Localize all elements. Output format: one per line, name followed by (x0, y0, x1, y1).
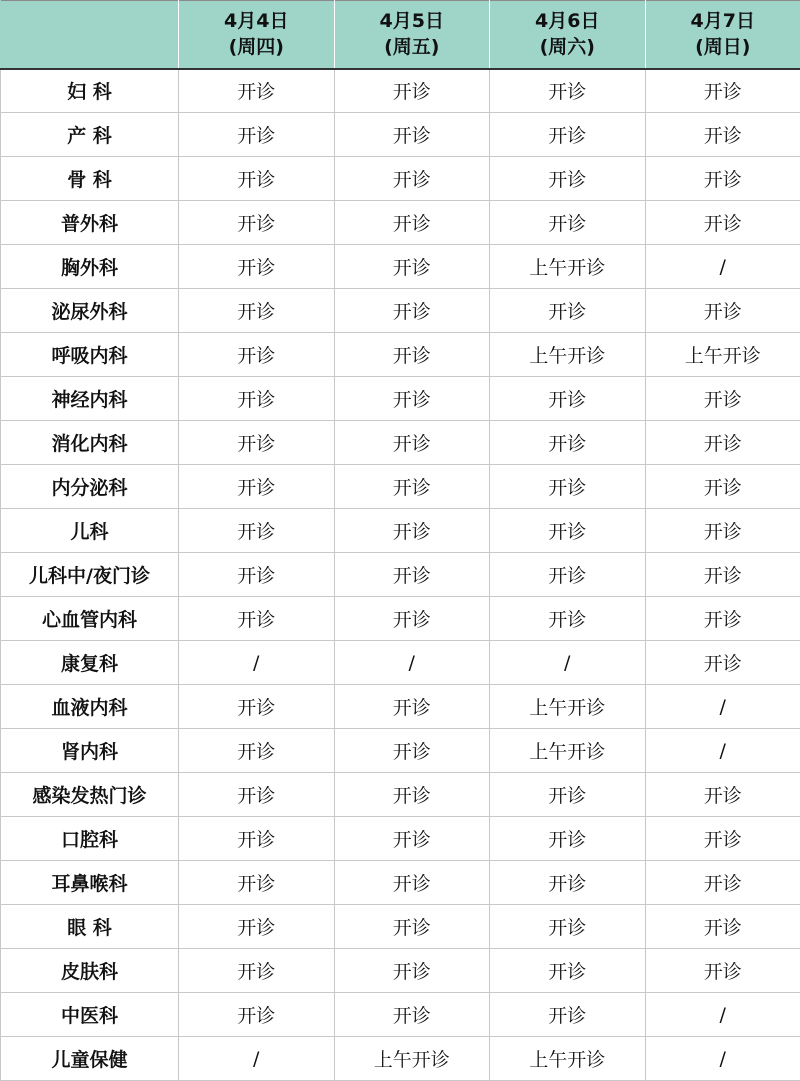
status-cell: / (179, 1037, 335, 1081)
status-cell: 开诊 (645, 861, 800, 905)
department-name: 肾内科 (1, 729, 179, 773)
status-cell: 开诊 (490, 377, 646, 421)
status-cell: 开诊 (334, 905, 490, 949)
header-date: 4月4日 (179, 8, 334, 34)
table-row (1, 201, 800, 245)
status-cell: 上午开诊 (645, 333, 800, 377)
header-day-3 (490, 1, 646, 69)
header-weekday: (周五) (335, 34, 490, 60)
status-cell: 开诊 (490, 157, 646, 201)
department-name: 口腔科 (1, 817, 179, 861)
status-cell: 开诊 (179, 773, 335, 817)
department-name: 骨 科 (1, 157, 179, 201)
department-name: 心血管内科 (1, 597, 179, 641)
status-cell: 开诊 (645, 817, 800, 861)
header-weekday: (周六) (490, 34, 645, 60)
department-name: 康复科 (1, 641, 179, 685)
status-cell: 开诊 (490, 553, 646, 597)
department-name: 泌尿外科 (1, 289, 179, 333)
header-date: 4月7日 (646, 8, 800, 34)
status-cell: 开诊 (179, 465, 335, 509)
department-name: 中医科 (1, 993, 179, 1037)
status-cell: 开诊 (179, 377, 335, 421)
status-cell: / (645, 245, 800, 289)
status-cell: 开诊 (645, 553, 800, 597)
department-name: 儿科 (1, 509, 179, 553)
status-cell: 开诊 (334, 289, 490, 333)
status-cell: 上午开诊 (490, 1037, 646, 1081)
status-cell: 开诊 (490, 289, 646, 333)
department-name: 血液内科 (1, 685, 179, 729)
status-cell: 开诊 (179, 157, 335, 201)
status-cell: / (645, 1037, 800, 1081)
status-cell: 开诊 (645, 69, 800, 113)
table-row (1, 905, 800, 949)
status-cell: 开诊 (334, 993, 490, 1037)
table-row (1, 465, 800, 509)
department-name: 眼 科 (1, 905, 179, 949)
department-name: 感染发热门诊 (1, 773, 179, 817)
table-row (1, 993, 800, 1037)
status-cell: 开诊 (490, 861, 646, 905)
status-cell: 开诊 (490, 905, 646, 949)
status-cell: 开诊 (645, 465, 800, 509)
table-row (1, 245, 800, 289)
status-cell: 开诊 (490, 597, 646, 641)
status-cell: 开诊 (645, 509, 800, 553)
status-cell: 上午开诊 (490, 685, 646, 729)
status-cell: 开诊 (334, 949, 490, 993)
status-cell: / (179, 641, 335, 685)
status-cell: 开诊 (490, 113, 646, 157)
status-cell: 开诊 (645, 641, 800, 685)
status-cell: 开诊 (179, 817, 335, 861)
status-cell: 开诊 (490, 421, 646, 465)
status-cell: 开诊 (490, 201, 646, 245)
status-cell: 开诊 (645, 421, 800, 465)
department-name: 妇 科 (1, 69, 179, 113)
table-row (1, 773, 800, 817)
status-cell: 开诊 (334, 861, 490, 905)
status-cell: 开诊 (334, 201, 490, 245)
table-row (1, 377, 800, 421)
table-row (1, 641, 800, 685)
schedule-header (1, 1, 800, 69)
status-cell: 开诊 (334, 157, 490, 201)
table-row (1, 817, 800, 861)
status-cell: 开诊 (490, 69, 646, 113)
status-cell: 开诊 (334, 465, 490, 509)
status-cell: 开诊 (334, 729, 490, 773)
header-weekday: (周日) (646, 34, 800, 60)
status-cell: 开诊 (334, 69, 490, 113)
status-cell: 开诊 (179, 729, 335, 773)
status-cell: 开诊 (645, 773, 800, 817)
table-row (1, 333, 800, 377)
table-row (1, 1037, 800, 1081)
status-cell: 开诊 (645, 905, 800, 949)
status-cell: 开诊 (334, 245, 490, 289)
status-cell: 开诊 (334, 553, 490, 597)
status-cell: 开诊 (645, 597, 800, 641)
status-cell: 开诊 (490, 949, 646, 993)
status-cell: 开诊 (179, 861, 335, 905)
status-cell: 开诊 (179, 993, 335, 1037)
status-cell: 开诊 (334, 333, 490, 377)
status-cell: 开诊 (334, 509, 490, 553)
table-row (1, 949, 800, 993)
department-name: 消化内科 (1, 421, 179, 465)
status-cell: 开诊 (179, 597, 335, 641)
status-cell: 开诊 (179, 201, 335, 245)
status-cell: 开诊 (334, 685, 490, 729)
status-cell: 开诊 (645, 949, 800, 993)
status-cell: 上午开诊 (490, 333, 646, 377)
status-cell: 开诊 (334, 817, 490, 861)
status-cell: 开诊 (645, 377, 800, 421)
header-day-4 (645, 1, 800, 69)
department-name: 儿童保健 (1, 1037, 179, 1081)
status-cell: 开诊 (179, 685, 335, 729)
table-row (1, 509, 800, 553)
status-cell: 开诊 (334, 597, 490, 641)
status-cell: 开诊 (179, 113, 335, 157)
status-cell: 开诊 (645, 289, 800, 333)
status-cell: 开诊 (179, 553, 335, 597)
status-cell: 开诊 (179, 69, 335, 113)
status-cell: 开诊 (490, 465, 646, 509)
header-day-2 (334, 1, 490, 69)
status-cell: 开诊 (179, 245, 335, 289)
status-cell: 开诊 (179, 905, 335, 949)
department-name: 普外科 (1, 201, 179, 245)
status-cell: 上午开诊 (334, 1037, 490, 1081)
status-cell: 开诊 (334, 377, 490, 421)
status-cell: 上午开诊 (490, 729, 646, 773)
department-name: 神经内科 (1, 377, 179, 421)
table-row (1, 421, 800, 465)
status-cell: / (490, 641, 646, 685)
status-cell: 开诊 (490, 817, 646, 861)
status-cell: / (645, 993, 800, 1037)
status-cell: 开诊 (179, 509, 335, 553)
header-row (1, 1, 800, 69)
status-cell: 开诊 (645, 201, 800, 245)
header-weekday: (周四) (179, 34, 334, 60)
status-cell: 开诊 (490, 773, 646, 817)
status-cell: 开诊 (179, 333, 335, 377)
header-corner-cell (1, 1, 179, 69)
status-cell: 开诊 (179, 289, 335, 333)
table-row (1, 685, 800, 729)
header-date: 4月5日 (335, 8, 490, 34)
table-row (1, 597, 800, 641)
table-row (1, 289, 800, 333)
department-name: 内分泌科 (1, 465, 179, 509)
department-name: 儿科中/夜门诊 (1, 553, 179, 597)
status-cell: 开诊 (645, 157, 800, 201)
status-cell: 开诊 (179, 949, 335, 993)
table-row (1, 113, 800, 157)
status-cell: 开诊 (645, 113, 800, 157)
table-row (1, 553, 800, 597)
status-cell: 开诊 (334, 421, 490, 465)
department-name: 胸外科 (1, 245, 179, 289)
status-cell: / (645, 685, 800, 729)
department-name: 呼吸内科 (1, 333, 179, 377)
status-cell: 开诊 (334, 113, 490, 157)
status-cell: / (645, 729, 800, 773)
status-cell: / (334, 641, 490, 685)
department-name: 耳鼻喉科 (1, 861, 179, 905)
status-cell: 开诊 (179, 421, 335, 465)
header-date: 4月6日 (490, 8, 645, 34)
table-row (1, 861, 800, 905)
department-name: 皮肤科 (1, 949, 179, 993)
table-row (1, 157, 800, 201)
table-row (1, 729, 800, 773)
status-cell: 开诊 (490, 509, 646, 553)
schedule-body (1, 69, 800, 1081)
status-cell: 上午开诊 (490, 245, 646, 289)
status-cell: 开诊 (334, 773, 490, 817)
header-day-1 (179, 1, 335, 69)
department-name: 产 科 (1, 113, 179, 157)
table-row (1, 69, 800, 113)
status-cell: 开诊 (490, 993, 646, 1037)
